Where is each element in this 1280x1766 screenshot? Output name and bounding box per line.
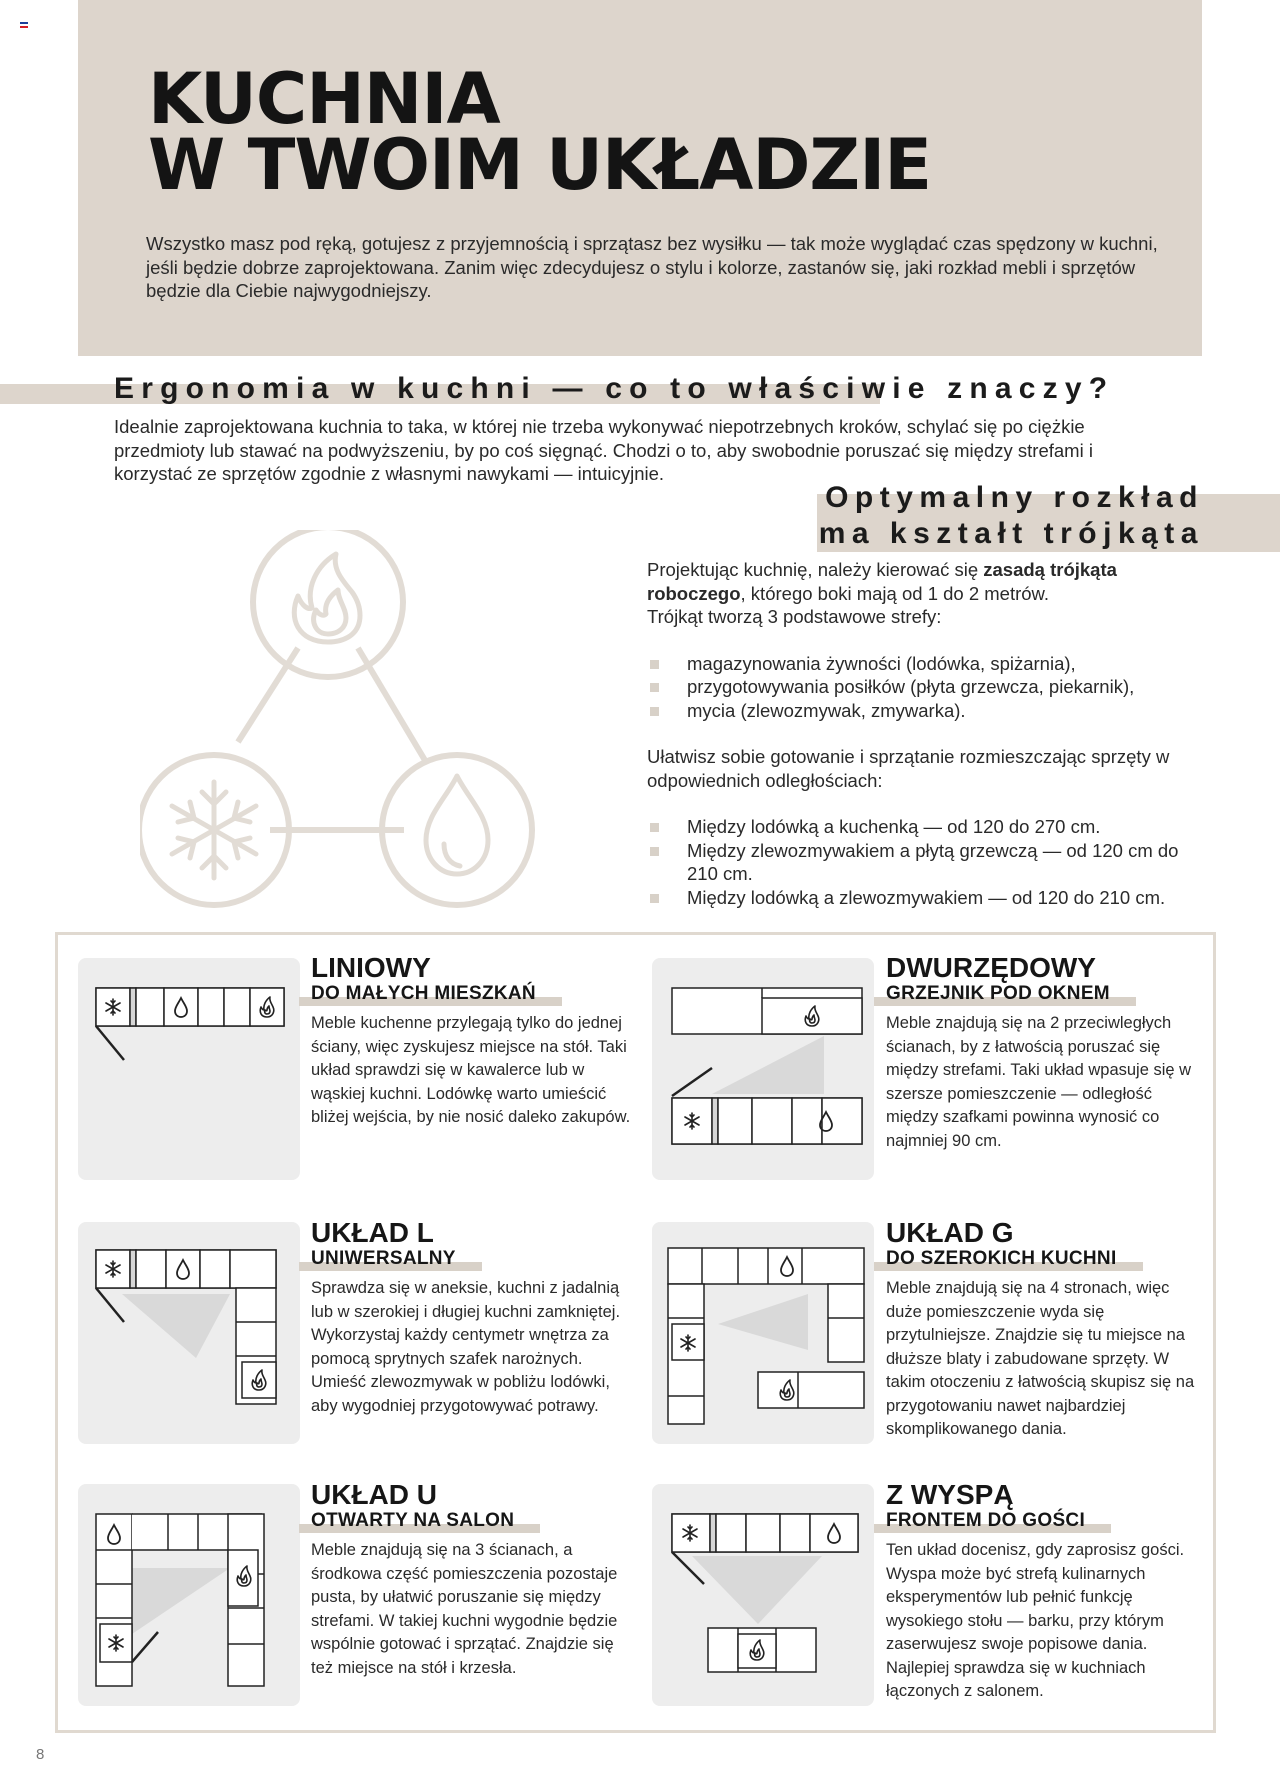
- layout-subtitle: GRZEJNIK POD OKNEM: [874, 983, 1136, 1006]
- layout-text: Meble znajdują się na 2 przeciwległych ścianach, by z łatwością poruszać się między strefami. Taki układ wpasuje się w szersze pomieszczenie — odległość między szafkami powinna wynosić co najmniej 90 cm.: [886, 1014, 1192, 1150]
- layout-diagram-dwurzedowy: [652, 958, 874, 1180]
- layout-text: Sprawdza się w aneksie, kuchni z jadalnią lub w szerokiej i długiej kuchni zamkniętej. Wykorzystaj każdy centymetr wnętrza za pomocą sprytnych szafek narożnych. Umieść zlewozmywak w pobliżu lodówki, aby wygodniej przygotowywać potrawy.: [311, 1279, 621, 1415]
- optymalny-heading: [819, 480, 1204, 552]
- layout-title: UKŁAD U: [311, 1479, 437, 1510]
- layout-subtitle: FRONTEM DO GOŚCI: [874, 1510, 1111, 1533]
- ergonomia-text: Idealnie zaprojektowana kuchnia to taka, w której nie trzeba wykonywać niepotrzebnych kroków, schylać się po ciężkie przedmioty lub stawać na podwyższeniu, by po coś sięgnąć. Chodzi o to, aby swobodnie poruszać się między strefami i korzystać ze sprzętów zgodnie z własnymi nawykami — intuicyjnie.: [114, 416, 1093, 484]
- work-triangle-diagram: [140, 530, 570, 910]
- layout-subtitle: DO MAŁYCH MIESZKAŃ: [299, 983, 562, 1006]
- triangle-description: [647, 558, 1207, 909]
- layout-diagram-z-wyspa: [652, 1484, 874, 1706]
- distances-intro: Ułatwisz sobie gotowanie i sprzątanie rozmieszczając sprzęty w odpowiednich odległościach:: [647, 746, 1170, 791]
- page-title: [148, 58, 932, 206]
- layout-text: Meble kuchenne przylegają tylko do jednej ściany, więc zyskujesz miejsce na stół. Taki układ sprawdzi się w kawalerce lub w wąskiej kuchni. Lodówkę warto umieścić bliżej wejścia, by nie nosić daleko zakupów.: [311, 1014, 631, 1126]
- layout-title: LINIOWY: [311, 952, 431, 983]
- layout-liniowy: [311, 953, 631, 1130]
- layout-text: Meble znajdują się na 4 stronach, więc duże pomieszczenie wyda się przytulniejsze. Znajdzie się tu miejsce na dłuższe blaty i zabudowane sprzęty. W takim otoczeniu z łatwością skupisz się na przygotowaniu nawet najbardziej skomplikowanego dania.: [886, 1279, 1195, 1438]
- triangle-rule-bold: zasadą trójkąta roboczego: [647, 559, 1117, 604]
- layout-uklad-l: [311, 1218, 631, 1418]
- distances-list: [647, 815, 1207, 909]
- layout-uklad-u: [311, 1480, 631, 1680]
- layout-subtitle: DO SZEROKICH KUCHNI: [874, 1248, 1143, 1271]
- water-drop-icon: [426, 776, 488, 874]
- layout-dwurzedowy: [886, 953, 1206, 1153]
- list-item: Między lodówką a zlewozmywakiem — od 120 do 210 cm.: [647, 886, 1207, 910]
- page-title-line-2: W TWOIM UKŁADZIE: [148, 124, 932, 206]
- fire-icon: [294, 554, 360, 642]
- layout-z-wyspa: [886, 1480, 1206, 1704]
- list-item: magazynowania żywności (lodówka, spiżarnia),: [647, 652, 1207, 676]
- page-title-line-1: KUCHNIA: [148, 58, 500, 140]
- list-item: mycia (zlewozmywak, zmywarka).: [647, 699, 1207, 723]
- layout-subtitle: OTWARTY NA SALON: [299, 1510, 540, 1533]
- layout-diagram-uklad-l: [78, 1222, 300, 1444]
- layout-title: UKŁAD G: [886, 1217, 1014, 1248]
- layout-text: Meble znajdują się na 3 ścianach, a środkowa część pomieszczenia pozostaje pusta, by ułatwić poruszanie się między strefami. W takiej kuchni wygodnie będzie wspólnie gotować i sprzątać. Znajdzie się też miejsce na stół i krzesła.: [311, 1541, 618, 1677]
- optymalny-heading-line-2: ma kształt trójkąta: [818, 517, 1204, 550]
- layout-title: Z WYSPĄ: [886, 1479, 1014, 1510]
- zones-list: [647, 652, 1207, 723]
- list-item: przygotowywania posiłków (płyta grzewcza, piekarnik),: [647, 675, 1207, 699]
- page-number: 8: [36, 1746, 45, 1763]
- layout-diagram-uklad-g: [652, 1222, 874, 1444]
- layout-title: DWURZĘDOWY: [886, 952, 1096, 983]
- layout-uklad-g: [886, 1218, 1206, 1442]
- ergonomia-heading: Ergonomia w kuchni — co to właściwie znaczy?: [114, 372, 1115, 405]
- optymalny-heading-line-1: Optymalny rozkład: [825, 481, 1204, 514]
- triangle-rule: Projektując kuchnię, należy kierować się zasadą trójkąta roboczego, którego boki mają od 1 do 2 metrów. Trójkąt tworzą 3 podstawowe strefy:: [647, 559, 1117, 627]
- layout-subtitle: UNIWERSALNY: [299, 1248, 482, 1271]
- layout-diagram-uklad-u: [78, 1484, 300, 1706]
- snowflake-icon: [172, 782, 256, 878]
- intro-text: Wszystko masz pod ręką, gotujesz z przyjemnością i sprzątasz bez wysiłku — tak może wyglądać czas spędzony w kuchni, jeśli będzie dobrze zaprojektowana. Zanim więc zdecydujesz o stylu i kolorze, zastanów się, jaki rozkład mebli i sprzętów będzie dla Ciebie najwygodniejszy.: [146, 233, 1158, 301]
- list-item: Między lodówką a kuchenką — od 120 do 270 cm.: [647, 815, 1207, 839]
- layout-title: UKŁAD L: [311, 1217, 434, 1248]
- layout-text: Ten układ docenisz, gdy zaprosisz gości. Wyspa może być strefą kulinarnych eksperymentów lub pełnić funkcję wysokiego stołu — barku, przy którym zaserwujesz swoje popisowe dania. Najlepiej sprawdza się w kuchniach łączonych z salonem.: [886, 1541, 1185, 1700]
- flag-icon: [20, 22, 28, 28]
- list-item: Między zlewozmywakiem a płytą grzewczą — od 120 cm do 210 cm.: [647, 839, 1207, 886]
- layout-diagram-liniowy: [78, 958, 300, 1180]
